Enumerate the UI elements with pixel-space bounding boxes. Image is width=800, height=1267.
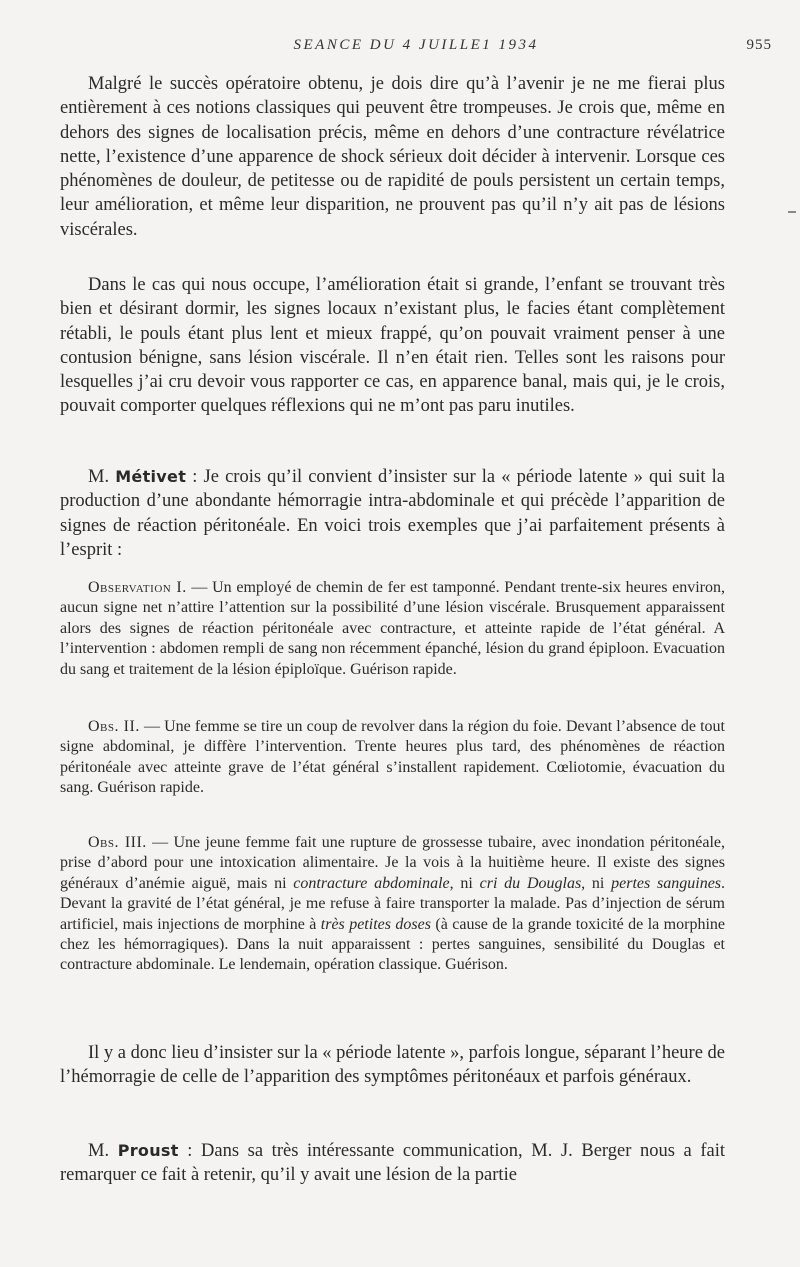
paragraph-3 [60, 465, 725, 562]
speaker-name-metivet: Métivet [115, 467, 187, 486]
observation-3-text-b: , ni [449, 874, 480, 892]
observation-3-label: Obs. III. [88, 834, 147, 851]
observation-3-italic-1: contracture abdominale [293, 874, 450, 892]
paragraph-3-text: : Je crois qu’il convient d’insister sur la « période latente » qui suit la production d’une abondante hémorragie intra-abdominale et qui précède l’apparition de signes de réaction péritonéale. En voici trois exemples que j’ai parfaitement présents à l’esprit : [60, 467, 725, 560]
speaker-prefix-2: M. [88, 1141, 118, 1161]
observation-2-block [60, 717, 725, 799]
paragraph-5 [60, 1139, 725, 1188]
observation-2-label: Obs. II. [88, 718, 140, 735]
observation-3-text-a: — Une jeune femme fait une rupture de grossesse tubaire, avec inondation péritonéale, prise d’abord pour une intoxication alimentaire. Je la vois à la huitième heure. Il existe des signes généraux d’anémie aiguë, mais ni [60, 834, 725, 892]
page-number: 955 [746, 37, 772, 53]
observation-1-label: Observation I. [88, 579, 187, 596]
speaker-name-proust: Proust [117, 1141, 179, 1160]
observation-1 [60, 578, 725, 680]
observation-2-text: — Une femme se tire un coup de revolver dans la région du foie. Devant l’absence de tout signe abdominal, je diffère l’intervention. Trente heures plus tard, des phénomènes de réaction péritonéale avec atteinte grave de l’état général s’installent rapidement. Cœliotomie, évacuation du sang. Guérison rapide. [60, 718, 725, 797]
observation-2 [60, 717, 725, 799]
observation-3-text-e: (à cause de la grande toxicité de la morphine chez les hémorragiques). Dans la nuit apparaissent : pertes sanguines, sensibilité du Douglas et contracture abdominale. Le lendemain, opération classique. Guérison. [60, 915, 725, 974]
observation-3-text-c: , ni [581, 874, 612, 892]
running-title: SEANCE DU 4 JUILLE1 1934 [293, 37, 539, 53]
observation-1-text: — Un employé de chemin de fer est tamponné. Pendant trente-six heures environ, aucun signe net n’attire l’attention sur la possibilité d’une lésion viscérale. Brusquement apparaissent alors des signes de réaction péritonéale avec contracture, et atteinte rapide de l’état général. A l’intervention : abdomen rempli de sang non récemment épanché, lésion du grand épiploon. Evacuation du sang et traitement de la lésion épiploïque. Guérison rapide. [60, 579, 725, 678]
margin-mark [788, 211, 796, 213]
paragraph-1: Malgré le succès opératoire obtenu, je dois dire qu’à l’avenir je ne me fierai plus entièrement à ces notions classiques qui peuvent être trompeuses. Je crois que, même en dehors des signes de localisation précis, même en dehors d’une contracture révélatrice nette, l’existence d’une apparence de shock sérieux doit décider à intervenir. Lorsque ces phénomènes de douleur, de petitesse ou de rapidité de pouls persistent un certain temps, leur amélioration, et même leur disparition, ne prouvent pas qu’il n’y ait pas de lésions viscérales. [60, 74, 725, 240]
observation-3-italic-3: pertes sanguines [611, 874, 722, 892]
observation-3-block [60, 833, 725, 976]
observation-3-text-d: . Devant la gravité de l’état général, je me refuse à faire transporter la malade. Pas d’injection de sérum artificiel, mais injections de morphine à [60, 874, 726, 933]
observation-3-italic-2: cri du Douglas [479, 874, 582, 892]
speaker-prefix: M. [88, 467, 116, 487]
paragraph-4: Il y a donc lieu d’insister sur la « période latente », parfois longue, séparant l’heure de l’hémorragie de celle de l’apparition des symptômes péritonéaux et parfois généraux. [60, 1043, 726, 1088]
observation-3 [60, 833, 725, 976]
page-header [60, 37, 772, 61]
observation-1-block [60, 578, 725, 680]
paragraph-5-text: : Dans sa très intéressante communication, M. J. Berger nous a fait remarquer ce fait à retenir, qu’il y avait une lésion de la partie [60, 1141, 725, 1186]
paragraph-2: Dans le cas qui nous occupe, l’amélioration était si grande, l’enfant se trouvant très bien et désirant dormir, les signes locaux n’existant plus, le facies étant complètement rétabli, le pouls étant plus lent et mieux frappé, qu’on pouvait vraiment penser à une contusion bénigne, sans lésion viscérale. Il n’en était rien. Telles sont les raisons pour lesquelles j’ai cru devoir vous rapporter ce cas, en apparence banal, mais qui, je le crois, pouvait comporter quelques réflexions qui ne m’ont pas paru inutiles. [60, 275, 725, 417]
observation-3-italic-4: très petites doses [320, 915, 431, 933]
paragraph-1-block [60, 72, 725, 242]
paragraph-3-block [60, 465, 725, 562]
paragraph-2-block [60, 273, 725, 419]
paragraph-4-block [60, 1041, 725, 1090]
paragraph-5-block [60, 1139, 725, 1188]
